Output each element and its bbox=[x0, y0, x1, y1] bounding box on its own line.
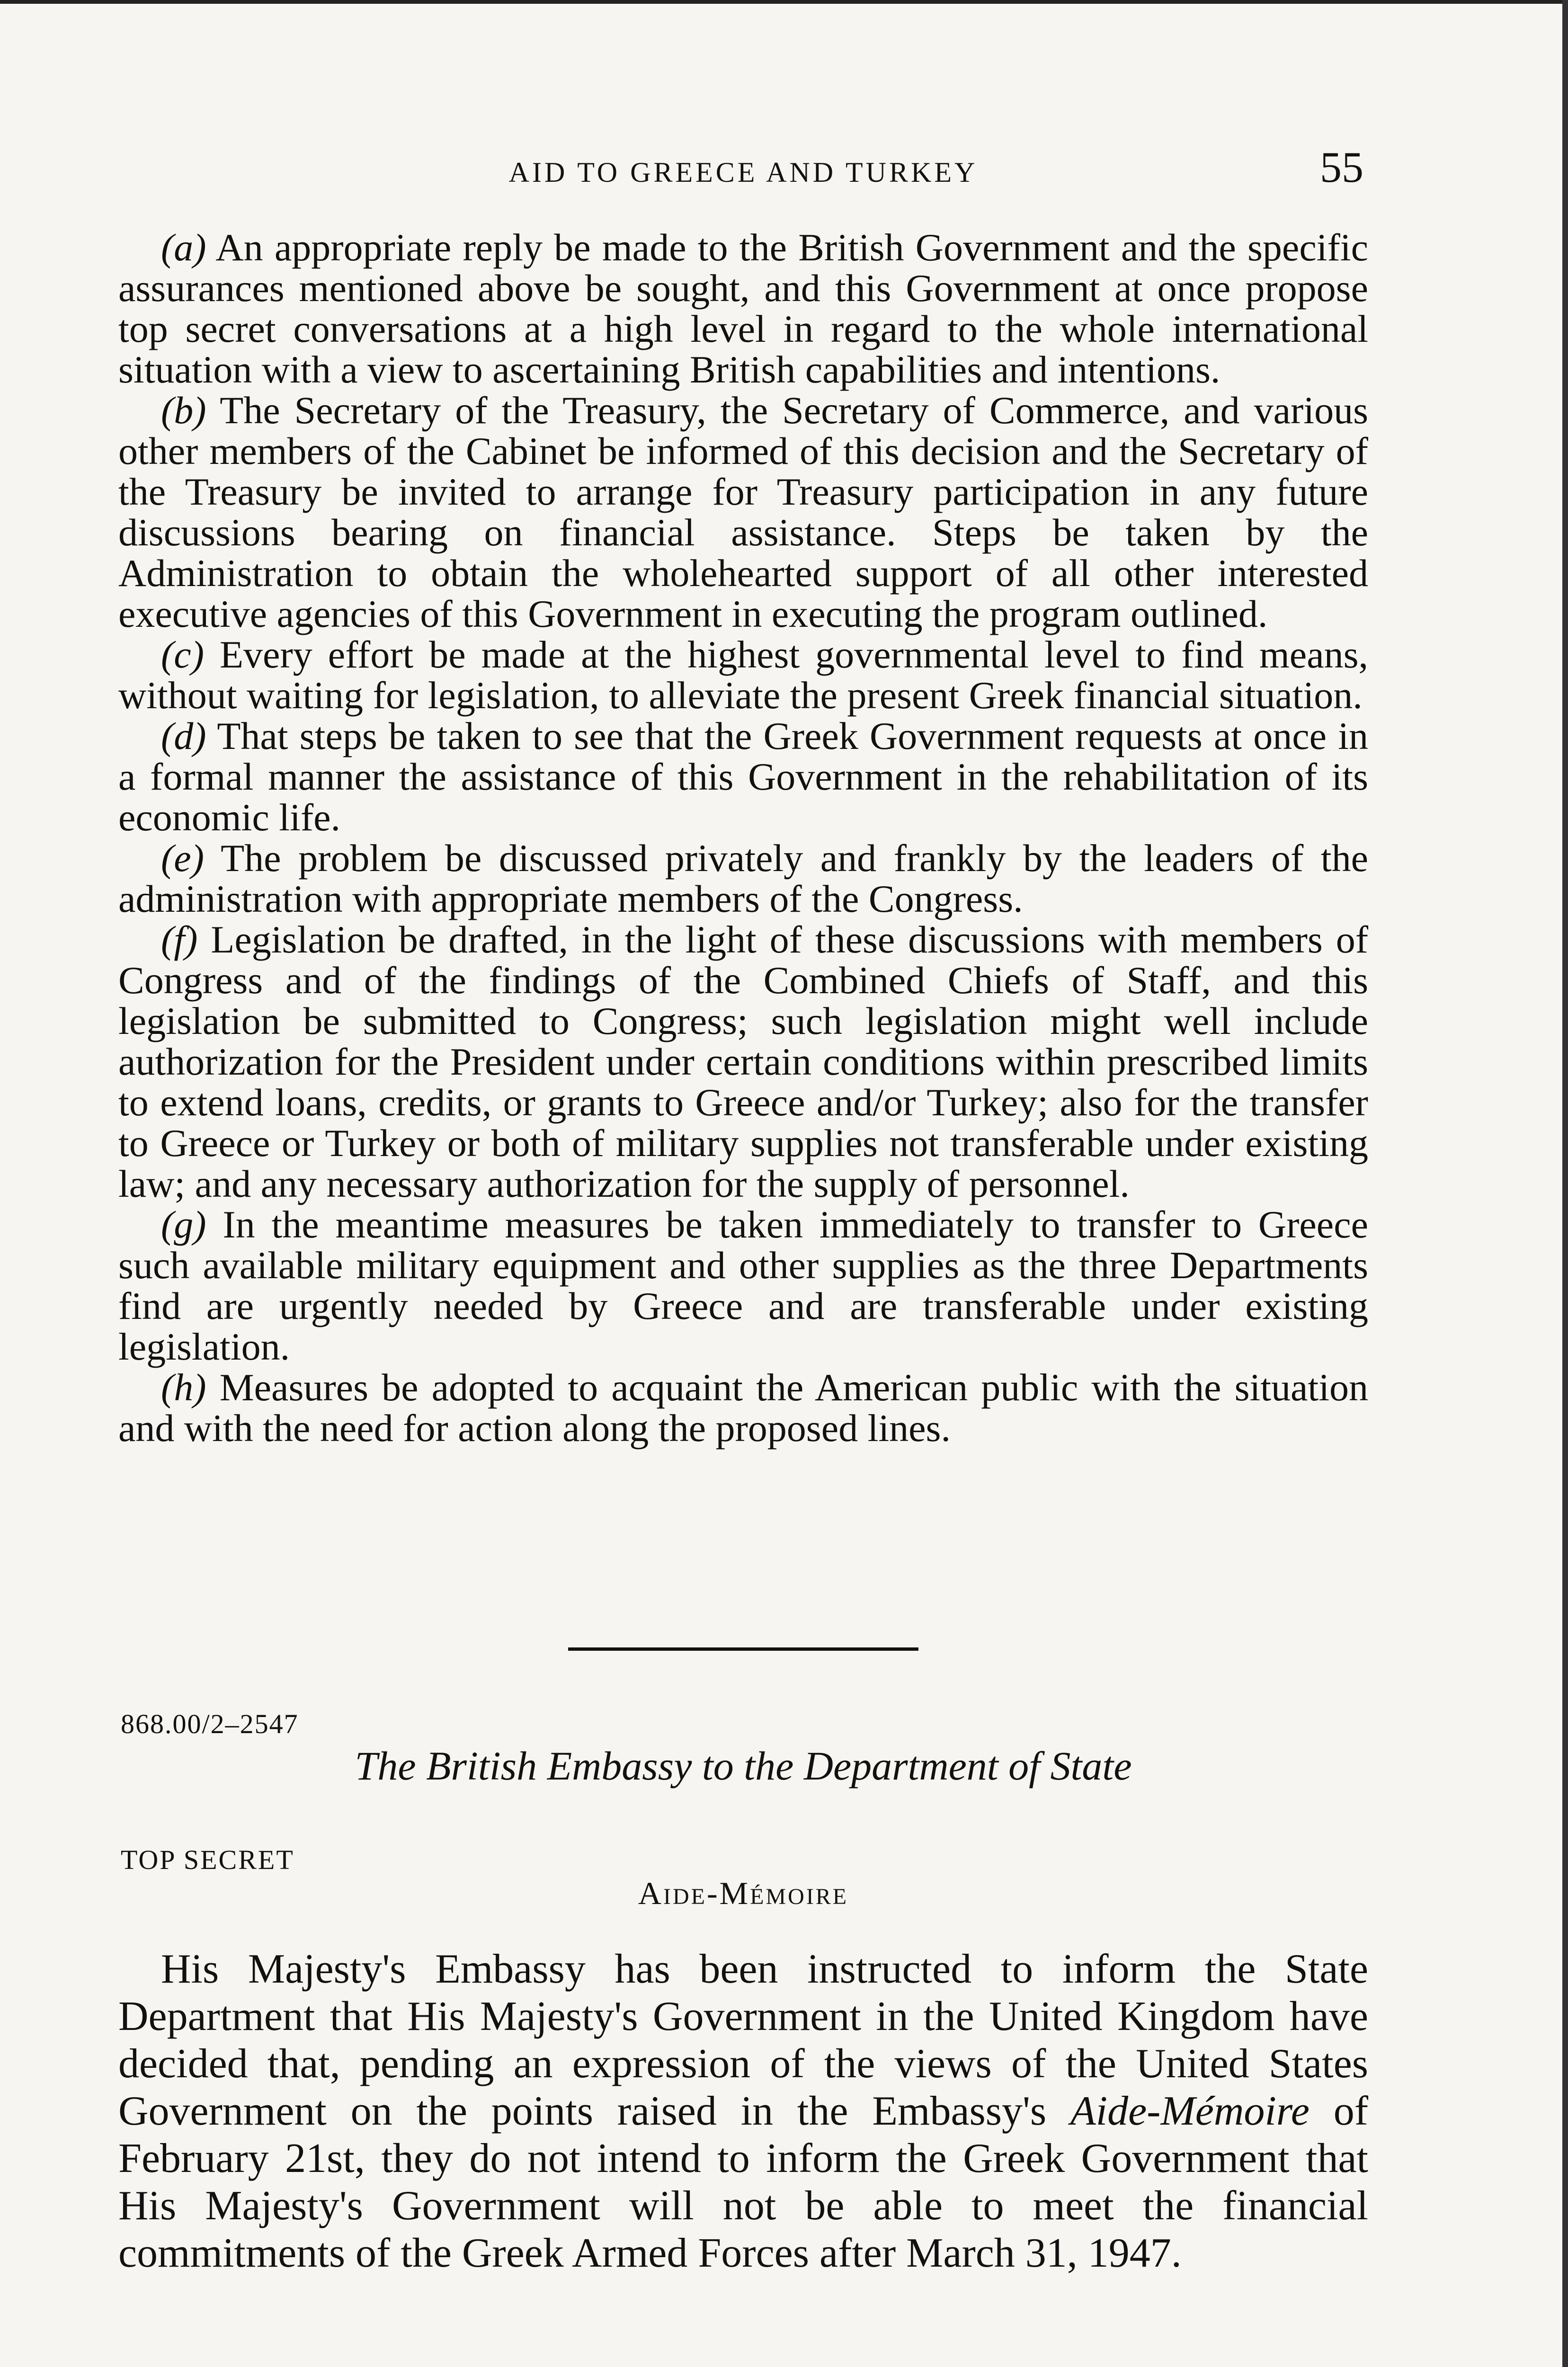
page-header bbox=[114, 142, 1373, 199]
paragraph-f bbox=[118, 919, 1368, 1204]
paragraph-g bbox=[118, 1204, 1368, 1367]
paragraph-text: Every effort be made at the highest governmental level to find means, without waiting for legislation, to alleviate the present Greek financial situation. bbox=[118, 633, 1369, 717]
paragraph-label: (g) bbox=[161, 1203, 206, 1246]
paragraph-c bbox=[118, 634, 1368, 716]
page-right-edge bbox=[1562, 0, 1568, 2367]
document-type: Aide-Mémoire bbox=[638, 1875, 849, 1911]
paragraph-text: An appropriate reply be made to the British Government and the specific assurances mentioned above be sought, and this Government at once propose top secret conversations at a high level in regard to the whole international situation with a view to ascertaining British capabilities and intentions. bbox=[118, 226, 1368, 391]
page-number: 55 bbox=[1320, 143, 1363, 191]
recommendations-list bbox=[118, 227, 1368, 1449]
file-number: 868.00/2–2547 bbox=[121, 1709, 299, 1739]
running-title: AID TO GREECE AND TURKEY bbox=[508, 157, 978, 188]
memo-text-part2: of February 21st, they do not intend to inform the Greek Government that His Majesty's Government will not be able to meet the financial commitments of the Greek Armed Forces after March 31, 1947. bbox=[118, 2088, 1369, 2276]
paragraph-a bbox=[118, 227, 1368, 390]
paragraph-label: (c) bbox=[161, 633, 205, 676]
page-top-edge bbox=[0, 0, 1568, 4]
document-heading: The British Embassy to the Department of State bbox=[355, 1743, 1132, 1789]
paragraph-text: Measures be adopted to acquaint the American public with the situation and with the need for action along the proposed lines. bbox=[118, 1366, 1368, 1450]
paragraph-text: The Secretary of the Treasury, the Secretary of Commerce, and various other members of the Cabinet be informed of this decision and the Secretary of the Treasury be invited to arrange for Treasury participation in any future discussions bearing on financial assistance. Steps be taken by the Administration to obtain the wholehearted support of all other interested executive agencies of this Government in executing the program outlined. bbox=[118, 389, 1369, 635]
paragraph-text: In the meantime measures be taken immediately to transfer to Greece such available military equipment and other supplies as the three Departments find are urgently needed by Greece and are transferable under existing legislation. bbox=[118, 1203, 1368, 1368]
paragraph-label: (f) bbox=[161, 918, 198, 961]
paragraph-label: (d) bbox=[161, 714, 206, 757]
memo-body bbox=[118, 1946, 1368, 2277]
paragraph-e bbox=[118, 838, 1368, 919]
paragraph-label: (e) bbox=[161, 836, 205, 880]
memo-title-reference: Aide-Mémoire bbox=[1070, 2088, 1310, 2134]
paragraph-d bbox=[118, 716, 1368, 838]
paragraph-b bbox=[118, 390, 1368, 634]
memo-paragraph bbox=[118, 1946, 1368, 2277]
classification-label: TOP SECRET bbox=[121, 1844, 294, 1875]
paragraph-label: (h) bbox=[161, 1366, 206, 1409]
paragraph-text: That steps be taken to see that the Greek Government requests at once in a formal manner the assistance of this Government in the rehabilitation of its economic life. bbox=[118, 714, 1368, 839]
paragraph-text: Legislation be drafted, in the light of these discussions with members of Congress and of the findings of the Combined Chiefs of Staff, and this legislation be submitted to Congress; such legislation might well include authorization for the President under certain conditions within prescribed limits to extend loans, credits, or grants to Greece and/or Turkey; also for the transfer to Greece or Turkey or both of military supplies not transferable under existing law; and any necessary authorization for the supply of personnel. bbox=[118, 918, 1368, 1205]
paragraph-label: (b) bbox=[161, 389, 206, 432]
paragraph-text: The problem be discussed privately and frankly by the leaders of the administration with appropriate members of the Congress. bbox=[118, 836, 1368, 920]
paragraph-h bbox=[118, 1367, 1368, 1449]
memo-text-part1: His Majesty's Embassy has been instructed to inform the State Department that His Majesty's Government in the United Kingdom have decided that, pending an expression of the views of the United States Government on the points raised in the Embassy's bbox=[118, 1946, 1368, 2134]
paragraph-label: (a) bbox=[161, 226, 206, 269]
section-divider bbox=[568, 1647, 918, 1651]
